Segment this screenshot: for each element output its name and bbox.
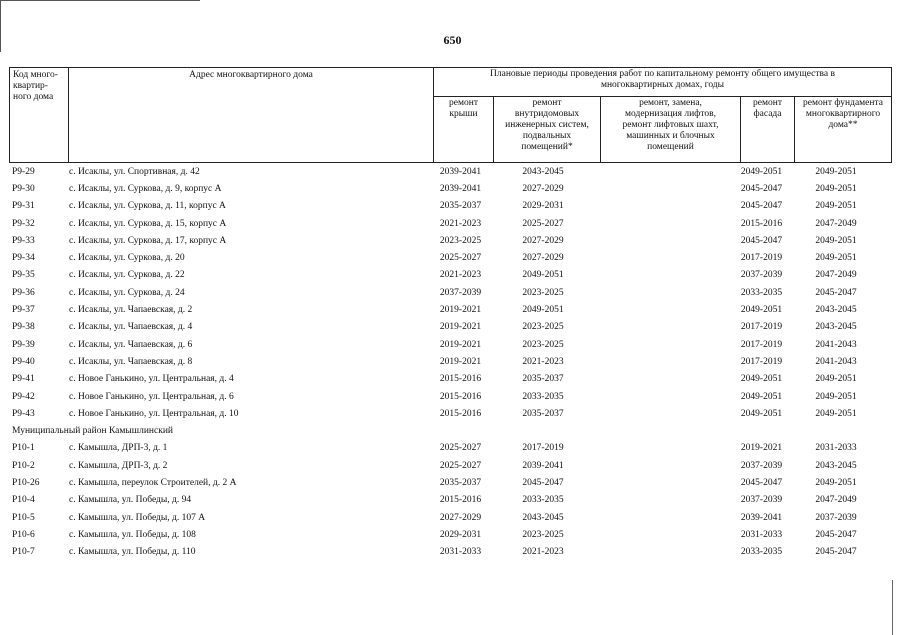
data-table (9, 163, 884, 561)
page-edge-right (892, 580, 893, 635)
cell-facade: 2045-2047 (740, 201, 783, 212)
header-lift-text: ремонт, замена, модернизация лифтов, ремонт лифтовых шахт, машинных и блочных помещений (622, 97, 719, 152)
cell-lift (596, 198, 735, 215)
cell-engineering: 2023-2025 (522, 529, 564, 540)
cell-foundation: 2037-2039 (815, 512, 857, 523)
cell-facade: 2033-2035 (740, 547, 783, 558)
cell-foundation: 2031-2033 (815, 443, 857, 454)
cell-facade: 2037-2039 (740, 270, 783, 281)
header-engineering-text: ремонт внутридомовых инженерных систем, подвальных помещений* (505, 97, 589, 152)
header-foundation-text: ремонт фундамента многоквартирного дома** (803, 97, 883, 130)
cell-roof: 2029-2031 (439, 529, 482, 540)
cell-roof: 2019-2021 (439, 339, 482, 350)
cell-lift (596, 232, 735, 249)
table-row (9, 319, 884, 336)
section-title: Муниципальный район Камышлинский (12, 426, 173, 437)
cell-address: с. Камышла, переулок Строителей, д. 2 А (69, 477, 237, 488)
cell-lift (596, 215, 735, 232)
table-row (9, 249, 884, 266)
cell-lift (596, 371, 735, 388)
cell-address: с. Новое Ганькино, ул. Центральная, д. 4 (69, 374, 234, 385)
cell-lift (596, 163, 735, 180)
cell-address: с. Исаклы, ул. Суркова, д. 9, корпус А (69, 183, 222, 194)
cell-facade: 2045-2047 (740, 235, 783, 246)
cell-foundation: 2049-2051 (815, 391, 857, 402)
cell-roof: 2027-2029 (439, 512, 482, 523)
table-row (9, 526, 884, 543)
cell-foundation: 2049-2051 (815, 253, 857, 264)
cell-address: с. Исаклы, ул. Спортивная, д. 42 (69, 166, 200, 177)
table-row (9, 267, 884, 284)
cell-engineering: 2049-2051 (522, 270, 564, 281)
cell-engineering: 2027-2029 (522, 183, 564, 194)
cell-facade: 2017-2019 (740, 322, 783, 333)
cell-engineering: 2033-2035 (522, 495, 564, 506)
cell-roof: 2015-2016 (439, 408, 482, 419)
page-edge-top (0, 0, 200, 1)
cell-engineering: 2033-2035 (522, 391, 564, 402)
cell-foundation: 2049-2051 (815, 166, 857, 177)
cell-facade: 2019-2021 (740, 443, 783, 454)
cell-address: с. Исаклы, ул. Суркова, д. 11, корпус А (69, 201, 226, 212)
cell-foundation: 2049-2051 (815, 408, 857, 419)
cell-roof: 2015-2016 (439, 374, 482, 385)
header-engineering (494, 96, 601, 162)
cell-roof: 2021-2023 (439, 218, 482, 229)
cell-engineering: 2017-2019 (522, 443, 564, 454)
cell-roof: 2019-2021 (439, 322, 482, 333)
cell-code: Р10-2 (12, 460, 35, 471)
cell-lift (596, 474, 735, 491)
cell-address: с. Камышла, ул. Победы, д. 108 (69, 529, 196, 540)
table-row (9, 492, 884, 509)
cell-foundation: 2045-2047 (815, 529, 857, 540)
cell-address: с. Камышла, ул. Победы, д. 94 (69, 495, 192, 506)
table-row (9, 353, 884, 370)
header-address (69, 68, 434, 163)
header-periods (434, 68, 892, 97)
cell-facade: 2045-2047 (740, 183, 783, 194)
cell-facade: 2045-2047 (740, 477, 783, 488)
cell-lift (596, 249, 735, 266)
cell-address: с. Исаклы, ул. Суркова, д. 15, корпус А (69, 218, 227, 229)
table-row (9, 405, 884, 422)
cell-facade: 2033-2035 (740, 287, 783, 298)
cell-roof: 2015-2016 (439, 495, 482, 506)
cell-address: с. Исаклы, ул. Чапаевская, д. 2 (69, 305, 193, 316)
cell-facade: 2049-2051 (740, 408, 783, 419)
cell-address: с. Исаклы, ул. Суркова, д. 17, корпус А (69, 235, 227, 246)
cell-foundation: 2047-2049 (815, 218, 857, 229)
cell-address: с. Камышла, ул. Победы, д. 107 А (69, 512, 206, 523)
cell-address: с. Камышла, ДРП-3, д. 1 (69, 443, 168, 454)
cell-roof: 2025-2027 (439, 443, 482, 454)
cell-lift (596, 267, 735, 284)
cell-code: Р10-4 (12, 495, 35, 506)
cell-facade: 2031-2033 (740, 529, 783, 540)
cell-lift (596, 457, 735, 474)
cell-code: Р10-5 (12, 512, 35, 523)
header-code-text: Код много- квартир- ного дома (13, 70, 58, 102)
cell-foundation: 2049-2051 (815, 477, 857, 488)
table-row (9, 388, 884, 405)
cell-facade: 2015-2016 (740, 218, 783, 229)
cell-roof: 2031-2033 (439, 547, 482, 558)
cell-roof: 2019-2021 (439, 356, 482, 367)
cell-foundation: 2047-2049 (815, 495, 857, 506)
table-row (9, 544, 884, 561)
cell-code: Р10-6 (12, 529, 35, 540)
cell-foundation: 2045-2047 (815, 287, 857, 298)
cell-code: Р9-38 (12, 322, 35, 333)
cell-address: с. Исаклы, ул. Суркова, д. 20 (69, 253, 185, 264)
cell-facade: 2017-2019 (740, 339, 783, 350)
header-address-text: Адрес многоквартирного дома (189, 70, 313, 80)
cell-foundation: 2043-2045 (815, 460, 857, 471)
section-row (9, 422, 884, 439)
cell-roof: 2019-2021 (439, 305, 482, 316)
table-row (9, 180, 884, 197)
cell-lift (596, 180, 735, 197)
cell-code: Р10-7 (12, 547, 35, 558)
table-row (9, 336, 884, 353)
cell-foundation: 2041-2043 (815, 339, 857, 350)
table-row (9, 163, 884, 180)
cell-code: Р9-42 (12, 391, 35, 402)
table-row (9, 301, 884, 318)
cell-facade: 2049-2051 (740, 305, 783, 316)
cell-address: с. Исаклы, ул. Чапаевская, д. 6 (69, 339, 193, 350)
cell-facade: 2049-2051 (740, 166, 783, 177)
cell-engineering: 2045-2047 (522, 477, 564, 488)
cell-roof: 2037-2039 (439, 287, 482, 298)
cell-lift (596, 319, 735, 336)
cell-facade: 2037-2039 (740, 495, 783, 506)
cell-foundation: 2045-2047 (815, 547, 857, 558)
table-row (9, 457, 884, 474)
table-row (9, 509, 884, 526)
cell-code: Р10-1 (12, 443, 35, 454)
cell-foundation: 2049-2051 (815, 183, 857, 194)
cell-facade: 2037-2039 (740, 460, 783, 471)
cell-roof: 2015-2016 (439, 391, 482, 402)
cell-roof: 2021-2023 (439, 270, 482, 281)
table-row (9, 371, 884, 388)
cell-address: с. Камышла, ул. Победы, д. 110 (69, 547, 196, 558)
cell-roof: 2039-2041 (439, 166, 482, 177)
cell-facade: 2017-2019 (740, 253, 783, 264)
cell-engineering: 2039-2041 (522, 460, 564, 471)
cell-code: Р9-43 (12, 408, 35, 419)
cell-engineering: 2029-2031 (522, 201, 564, 212)
table-row (9, 232, 884, 249)
cell-address: с. Исаклы, ул. Чапаевская, д. 8 (69, 356, 193, 367)
header-facade-text: ремонт фасада (753, 97, 782, 119)
cell-code: Р9-37 (12, 305, 35, 316)
cell-engineering: 2027-2029 (522, 235, 564, 246)
cell-foundation: 2041-2043 (815, 356, 857, 367)
cell-engineering: 2023-2025 (522, 287, 564, 298)
cell-lift (596, 405, 735, 422)
cell-engineering: 2035-2037 (522, 374, 564, 385)
cell-lift (596, 336, 735, 353)
cell-facade: 2049-2051 (740, 374, 783, 385)
cell-facade: 2017-2019 (740, 356, 783, 367)
cell-engineering: 2023-2025 (522, 322, 564, 333)
cell-foundation: 2049-2051 (815, 374, 857, 385)
cell-lift (596, 509, 735, 526)
cell-lift (596, 388, 735, 405)
cell-engineering: 2043-2045 (522, 166, 564, 177)
cell-facade: 2049-2051 (740, 391, 783, 402)
cell-code: Р10-26 (12, 477, 40, 488)
cell-lift (596, 440, 735, 457)
cell-engineering: 2049-2051 (522, 305, 564, 316)
table-row (9, 215, 884, 232)
header-code (10, 68, 69, 163)
cell-foundation: 2043-2045 (815, 305, 857, 316)
page-number: 650 (443, 33, 462, 47)
cell-address: с. Новое Ганькино, ул. Центральная, д. 6 (69, 391, 234, 402)
cell-code: Р9-36 (12, 287, 35, 298)
cell-address: с. Новое Ганькино, ул. Центральная, д. 10 (69, 408, 239, 419)
cell-roof: 2025-2027 (439, 460, 482, 471)
cell-engineering: 2035-2037 (522, 408, 564, 419)
cell-lift (596, 301, 735, 318)
cell-code: Р9-31 (12, 201, 35, 212)
cell-engineering: 2025-2027 (522, 218, 564, 229)
cell-code: Р9-39 (12, 339, 35, 350)
cell-address: с. Исаклы, ул. Чапаевская, д. 4 (69, 322, 193, 333)
cell-lift (596, 492, 735, 509)
cell-facade: 2039-2041 (740, 512, 783, 523)
cell-foundation: 2049-2051 (815, 201, 857, 212)
header-roof (434, 96, 494, 162)
cell-address: с. Исаклы, ул. Суркова, д. 22 (69, 270, 185, 281)
cell-lift (596, 284, 735, 301)
cell-address: с. Камышла, ДРП-3, д. 2 (69, 460, 168, 471)
cell-code: Р9-41 (12, 374, 35, 385)
table-row (9, 284, 884, 301)
cell-engineering: 2043-2045 (522, 512, 564, 523)
cell-code: Р9-32 (12, 218, 35, 229)
cell-engineering: 2021-2023 (522, 547, 564, 558)
header-lift (601, 96, 741, 162)
cell-roof: 2025-2027 (439, 253, 482, 264)
table-header (9, 67, 892, 163)
cell-code: Р9-34 (12, 253, 35, 264)
table-row (9, 198, 884, 215)
cell-lift (596, 353, 735, 370)
cell-roof: 2039-2041 (439, 183, 482, 194)
header-periods-text: Плановые периоды проведения работ по капитальному ремонту общего имущества в многоквартирных домах, годы (490, 69, 835, 90)
cell-foundation: 2049-2051 (815, 235, 857, 246)
cell-foundation: 2043-2045 (815, 322, 857, 333)
header-foundation (795, 96, 892, 162)
cell-code: Р9-33 (12, 235, 35, 246)
cell-engineering: 2021-2023 (522, 356, 564, 367)
cell-address: с. Исаклы, ул. Суркова, д. 24 (69, 287, 185, 298)
cell-lift (596, 544, 735, 561)
cell-code: Р9-30 (12, 183, 35, 194)
cell-code: Р9-40 (12, 356, 35, 367)
cell-code: Р9-29 (12, 166, 35, 177)
cell-roof: 2035-2037 (439, 201, 482, 212)
header-facade (741, 96, 795, 162)
table-row (9, 440, 884, 457)
cell-lift (596, 526, 735, 543)
cell-foundation: 2047-2049 (815, 270, 857, 281)
header-roof-text: ремонт крыши (449, 97, 478, 119)
cell-code: Р9-35 (12, 270, 35, 281)
cell-engineering: 2027-2029 (522, 253, 564, 264)
cell-roof: 2023-2025 (439, 235, 482, 246)
cell-engineering: 2023-2025 (522, 339, 564, 350)
table-row (9, 474, 884, 491)
cell-roof: 2035-2037 (439, 477, 482, 488)
